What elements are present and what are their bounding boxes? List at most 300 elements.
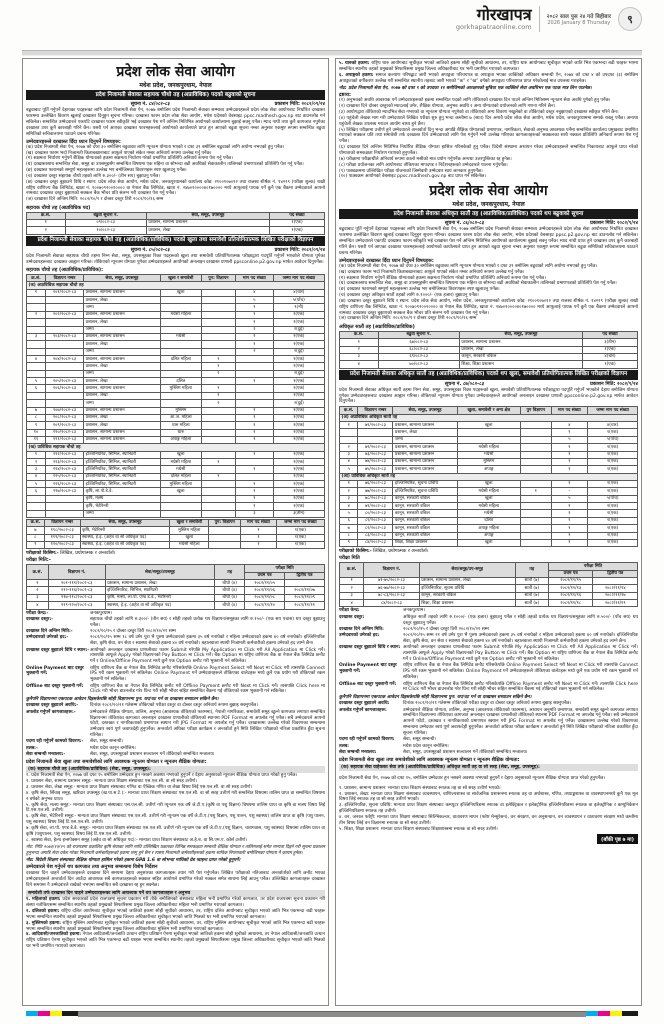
exam-type-value: लिखित, प्रयोगात्मक र अन्तर्वार्ता। xyxy=(373,549,429,555)
list-item: (८) परीक्षा प्रयोजनका लागि आयोगबाट तोकिएका मापदण्ड र निर्देशनहरूको उम्मेदवारले पालना गर्नुपर्नेछ। xyxy=(339,162,508,168)
table-cell xyxy=(520,458,551,465)
info-text: अधिकृत सातौं तहको लागि रु.१०००/- (एक हजार) बुझाउनु पर्नेछ र सोही तहको प्रत्येक थप विज्ञापन/समूहका लागि रु.५००/- (पाँच सय) थप दस्तुर बुझाउनु पर्नेछ। xyxy=(403,614,638,626)
table-cell: १(एक) xyxy=(588,539,638,546)
table-cell: कानून, सरकारी वकिल xyxy=(419,592,515,599)
info-text: सेवा, समूह सम्बन्धी। xyxy=(90,739,124,745)
info-label: दरखास्त दिने अन्तिम मिति:- xyxy=(26,629,73,635)
table-cell xyxy=(201,311,235,318)
list-item: (ख) दरखास्त फारम भर्दा निजामती किताबखानाबाट आफूले पाएको संकेत नम्बर अनिवार्य रूपमा उल्लेख गर्नु पर्नेछ। xyxy=(26,150,212,156)
table-cell: ११७-११८/२०८२-८३ xyxy=(48,594,105,601)
table-cell: ४ xyxy=(340,600,364,607)
notice-number: सूचना नं. ८५/०८२-८३ xyxy=(130,247,170,253)
table-cell: प्रशासन, सामान्य प्रशासन xyxy=(84,356,161,363)
table-cell: सातौं (७) xyxy=(515,585,548,592)
table-cell: प्रशासन, सामान्य प्रशासन xyxy=(84,429,161,436)
notice-open-assistant-4th xyxy=(26,236,325,950)
table-row xyxy=(340,495,638,502)
qualification-heading: प्रदेश निजामती सेवा खुला तथा समावेशीको लागि आवश्यक न्यूनतम योग्यता र न्यूनतम शैक्षिक योग्यता: xyxy=(339,757,520,764)
table-cell xyxy=(201,422,235,429)
table-cell: खुला xyxy=(457,495,520,502)
table-cell xyxy=(27,348,46,355)
table-cell: ३(तीन) xyxy=(273,510,324,517)
table-cell xyxy=(27,304,46,311)
info-text: आयोगको अनलाइन दरखास्त प्रणालीबाट फारम Submit गरेपछि My Application मा Click गरी All Application मा Click गर्ने। त्यसपछि आफूले Apply गरेको विज्ञापनको Pay Button मा Click गर्ने। बैंक Option मा राष्ट्रिय वाणिज्य बैंक वा नेपाल बैंक लिमिटेड छनौट गर्ने र Online/Offline Payment मध्ये कुनै एक Option छनौट गरी भुक्तानी गर्न सकिनेछ। xyxy=(90,647,325,665)
list-item: (३) आयोगद्वारा तोकिएको म्यादभित्र सेवा नभएको वा न्यूनतम योग्यता नपुगेको वा तोकिएको अन्य विवरण नखुलेको वा तोकिएको दस्तुर नबुझाएको दरखास्त स्वीकृत गरिने छैन। xyxy=(339,110,619,116)
table-cell: ८ xyxy=(340,532,358,539)
table-row xyxy=(340,600,638,607)
table-row xyxy=(27,385,325,392)
column-header: प्रथम पत्र xyxy=(245,572,285,579)
commission-title: प्रदेश लोक सेवा आयोग xyxy=(429,183,548,200)
list-item: (छ) दरखास्त दस्तुर बुझाउने विधि र स्थान: प्रदेश लोक सेवा आयोग, मधेश प्रदेश, जनकपुरधामको कार्यालय कोड: २१००१०७०१२ तथा राजस्व शीर्षक नं. १४२२९ (परीक्षा शुल्क) राखी राष्ट्रिय वाणिज्य बैंक लिमिटेड, खाता नं. १००७०९२००१०००० वा नेपाल बैंक लिमिटेड, खाता नं. २४७०१००००४०१७०००० मध्ये आफूलाई पायक पर्ने कुनै एक बैंकमा उम्मेदवारले आफ्नो नामबाट दरखास्त दस्तुर बुझाएको सक्कल बैंक भौचर प्रति संलग्न गरी दरखास्त पेश गर्नु पर्नेछ। xyxy=(339,298,638,316)
table-cell: १०१/२०८२-८३ xyxy=(45,289,83,296)
table-row xyxy=(340,585,638,592)
table-cell xyxy=(201,304,235,311)
table-cell: ९ xyxy=(235,304,273,311)
table-cell: थारु महिला xyxy=(160,422,201,429)
table-cell xyxy=(235,385,273,392)
table-cell xyxy=(201,436,235,443)
brand-name: गोरखापत्र xyxy=(476,4,532,24)
table-cell: १(एक) xyxy=(588,532,638,539)
table-cell xyxy=(160,304,201,311)
table-cell: १ xyxy=(27,289,46,296)
table-cell: २०८२/११/०९ xyxy=(285,594,325,601)
table-cell: १(एक) xyxy=(588,429,638,436)
table-row xyxy=(27,392,325,399)
table-title: सहायक चौथो तह (अप्राविधिक पद) xyxy=(26,204,91,211)
table-row xyxy=(340,422,638,429)
publish-date: प्रकाशन मिति: २०८२/०९/२४ xyxy=(274,101,325,107)
table-cell: ८३/२०८२-८३ xyxy=(358,532,393,539)
table-cell: १(एक) xyxy=(583,346,638,353)
table-cell: १(एक) xyxy=(273,466,324,473)
table-cell: ७७/२०८२-८३ xyxy=(358,488,393,495)
info-row xyxy=(339,633,638,645)
table-cell: १०७/२०८२-८३ xyxy=(45,407,83,414)
table-cell: १ xyxy=(340,577,364,584)
table-cell: कृषि, मत्स्य xyxy=(84,495,161,502)
list-item: (क) प्रदेश निजामती सेवा ऐन, २०७७ को दफा ३० बमोजिम बढुवाका लागि न्यूनतम योग्यता भएको र दफा ३९ बमोजिम बढुवाको लागि अयोग्य नभएको हुनु पर्नेछ। xyxy=(26,144,285,150)
table-cell: २ xyxy=(27,587,49,594)
table-cell xyxy=(45,510,83,517)
table-row xyxy=(340,458,638,465)
table-cell xyxy=(45,503,83,510)
table-cell: ७४/२०८२-८३ xyxy=(358,458,393,465)
table-cell xyxy=(160,319,201,326)
table-cell: १ xyxy=(551,503,588,510)
info-row xyxy=(26,684,325,696)
table-cell: ५ xyxy=(551,436,588,443)
table-cell: प्रशासन, सामान्य प्रशासन xyxy=(393,422,457,429)
table-cell xyxy=(160,503,201,510)
table-row xyxy=(27,436,325,443)
table-cell: १(एक) xyxy=(588,517,638,524)
table-cell: २ xyxy=(235,326,273,333)
table-cell: २ xyxy=(27,311,46,318)
list-item: (१) अनुभवको अवधि आवश्यक पर्ने उम्मेदवारहरूको हकमा सम्बन्धित पदको लागि तोकिएको दरखास्त दिन पाउने अन्तिम मितिसम्म न्यूनतम सेवा अवधि पुगेको हुनु पर्नेछ। xyxy=(339,98,611,104)
table-cell xyxy=(201,495,235,502)
table-cell xyxy=(45,370,83,377)
table-cell: ५ xyxy=(235,297,273,304)
table-cell xyxy=(201,348,235,355)
column-header: पद संख्या xyxy=(270,212,325,219)
table-cell xyxy=(27,363,46,370)
table-cell: ४ xyxy=(27,356,46,363)
table-cell: ७६-७७/२०८२-८३ xyxy=(364,585,420,592)
table-cell xyxy=(201,466,235,473)
table-cell: प्रशासन, सामान्य प्रशासन xyxy=(84,311,161,318)
table-row xyxy=(340,429,638,436)
info-text: २०८२/१०/१५ र दोब्बर दस्तुर तिरी २०८२/१०/२१ सम्म xyxy=(403,626,489,632)
table-cell xyxy=(27,400,46,407)
table-cell: कानून, सरकारी वकिल xyxy=(393,510,457,517)
info-text: सेवा, समूह सम्बन्धी। xyxy=(403,737,437,743)
table-cell: १ xyxy=(235,436,273,443)
table-cell xyxy=(160,348,201,355)
table-cell: १०५/२०८२-८३ xyxy=(45,378,83,385)
black-mark xyxy=(622,1011,638,1016)
table-row xyxy=(27,466,325,473)
table-cell: प्रशासन, लेखा xyxy=(84,363,161,370)
table-cell: २०८२/११/०७ xyxy=(285,587,325,594)
table-row xyxy=(27,297,325,304)
info-text: दिनांक २०८२/१०/२१ गतेसम्म तोकिएको परीक्षा दस्तुर वा दोब्बर दस्तुर अनिवार्य रूपमा बुझाइ सक्नुपर्नेछ। xyxy=(403,701,572,707)
table-cell: ३ xyxy=(340,353,379,360)
table-cell xyxy=(235,363,273,370)
table-cell: ७८/२०८२-८३ xyxy=(358,495,393,502)
table-cell: १०२/२०८२-८३ xyxy=(45,311,83,318)
notice-meta xyxy=(26,101,325,107)
table-cell: दलित महिला xyxy=(160,356,201,363)
table-cell: १ xyxy=(235,481,273,488)
list-item: (ख) दरखास्त फारम भर्दा निजामती किताबखानाबाट आफूले पाएको संकेत नम्बर अनिवार्य रूपमा उल्लेख गर्नु पर्नेछ। xyxy=(339,269,525,275)
table-cell: इञ्जिनियरिङ, सूचना प्रविधि xyxy=(393,480,457,487)
table-cell: ४ xyxy=(340,458,358,465)
table-cell: ५(पाँच) xyxy=(273,297,324,304)
table-cell: ४(चार) xyxy=(583,353,638,360)
qualification-subheading: (क) सहायक सेवा वाहेकका सेवा तर्फ (अप्राविधिक/प्राविधिक) अधिकृत सातौं तह वा सो सरह (सेवा, समूह, उपसमूह): xyxy=(339,764,638,771)
list-item: (घ) दरखास्तसाथ सम्बन्धित सेवा, समूह वा उपसमूहसँग सम्बन्धित विषयमा एक महिना वा सोभन्दा बढी अवधिको सेवाकालीन तालिमको प्रमाणपत्रको प्रतिलिपि पेश गर्नु पर्नेछ। xyxy=(339,281,617,287)
item-label: ६. अपाङ्गको हकमा: xyxy=(339,72,374,78)
table-cell xyxy=(27,503,46,510)
qualification-heading: प्रदेश निजामती सेवा खुला तथा समावेशीको लागि आवश्यक न्यूनतम योग्यता र न्यूनतम शैक्षिक योग्यता: xyxy=(26,759,207,766)
table-cell: २०८२/११/०५ xyxy=(245,580,285,587)
table-row xyxy=(27,407,325,414)
notice-body: प्रदेश निजामती सेवाका अधिकृत सातौं तहमा निम्न सेवा, समूह, उपसमूहका रिक्त पदहरूको खुला, समावेशी प्रतियोगितात्मक परीक्षाद्वारा पदपूर्ति गर्नुपर्ने भएकोले देहाय बमोजिम योग्यता पुगेका उम्मेदवारहरूबाट दरखास्त आह्वान गरिन्छ। तोकिएको न्यूनतम योग्यता पुगेका उम्मेदवारहरूले आयोगको अनलाइन दरखास्त प्रणाली ppsconline.p2.gov.np मार्फत आवेदन दिनुपर्नेछ। xyxy=(339,387,638,405)
table-cell: २०८२/११/०६ xyxy=(245,587,285,594)
inclusive-docs-list xyxy=(26,897,325,950)
table-cell: १(एक) xyxy=(273,451,324,458)
table-cell: प्रशासन, लेखा xyxy=(84,319,161,326)
list-item: (च) दरखास्त दस्तुर सहायक चौथो तहको लागि रु.३००/- (तीन सय) बुझाउनु पर्नेछ। xyxy=(26,173,160,179)
column-header: खुला र समावेशी xyxy=(160,275,201,282)
table-cell: प्रशासन, लेखा xyxy=(84,392,161,399)
table-cell xyxy=(201,407,235,414)
info-label: दरखास्त दस्तुर बुझाउने विधि र स्थान:- xyxy=(26,647,90,653)
table-cell: १ xyxy=(235,488,273,495)
table-cell: प्रशासन, लेखा xyxy=(393,429,457,436)
notice-promotion-officer-7th xyxy=(339,181,638,368)
footnote: नोट: मिति २०७२/१२/२९ को राजपत्रमा प्रकाशित कृषि सेवाका लागि माथि उल्लिखित प्रकारका विभिन्न समकक्षता सम्बन्धी शैक्षिक योग्यता र तालिमलाई समेत मान्यता दिइने गरी सूचना प्रकाशन हुनुभन्दा अगाडि सेवा प्रवेश गरेका निजामती कर्मचारीहरूको हकमा लागू हुने छैन र त्यस्ता निजामती कर्मचारीहरूको हकमा साविक नियमावली बमोजिमका योग्यता नै कायम हुनेछ। xyxy=(26,845,325,857)
table-cell: १(एक) xyxy=(273,429,324,436)
table-cell: १(एक) xyxy=(273,436,324,443)
table-row xyxy=(340,480,638,487)
table-cell xyxy=(235,459,273,466)
header-row xyxy=(340,563,638,570)
table-title: सहायक चौथो तह (अप्राविधिक/प्राविधिक): xyxy=(26,267,104,274)
table-cell: प्रशासन, सामान्य प्रशासन xyxy=(84,385,161,392)
column-header: क्र.सं. xyxy=(27,519,45,526)
table-cell xyxy=(201,429,235,436)
list-item: (६) दरखास्त दिने अन्तिम मितिभित्र निर्धारित शैक्षिक योग्यता हासिल गरिसकेको हुनु पर्नेछ। विदेशी संस्थामा अध्ययन गरेका उम्मेदवारहरूले सम्बन्धित निकायबाट आफूले प्राप्त गरेको योग्यताको समकक्षता निर्धारण गराएको हुनुपर्नेछ। xyxy=(339,145,638,156)
list-item: ७. कृषि सेवा, ला.पो. एण्ड डे.डे. समूह:- मान्यता प्राप्त शिक्षण संस्थाबाट एस.एल.सी. उत्तीर्ण गरी न्यूनतम एक वर्षे जे.टी.ए.(पशु विज्ञान, चारागवास, पशु स्वास्थ्य) विषयमा तालिम प्राप्त वा कृषि (पशुपालन, पशु स्वास्थ्य) विषय लिई टि.एस.एल.सी. उत्तीर्ण। xyxy=(26,826,325,837)
table-cell: १०६/२०८२-८३ xyxy=(45,385,83,392)
table-cell: ६ xyxy=(27,385,46,392)
black-mark xyxy=(62,1011,78,1016)
table-row xyxy=(340,361,638,368)
table-cell: आ.ज. महिला xyxy=(160,414,201,421)
points-heading: उम्मेदवारहरूले दरखास्त दिँदा ध्यान दिनुपर्ने विषयहरू: xyxy=(339,257,434,264)
table-cell xyxy=(201,326,235,333)
table-cell: १(एक) xyxy=(588,503,638,510)
table-cell: शिक्षा, शिक्षा प्रशासन xyxy=(393,539,457,546)
table-cell: १(एक) xyxy=(588,466,638,473)
table-cell xyxy=(45,304,83,311)
info-label: पदमा रही गर्नुपर्ने कामको विवरण:- xyxy=(26,739,84,745)
table-row xyxy=(340,436,638,443)
table-cell: कानून, सरकारी वकिल xyxy=(393,495,457,502)
info-text: राष्ट्रिय वाणिज्य बैंक वा नेपाल बैंक लिमिटेड छनौट गरिसकेपछि Offline Payment छनौट गरी Next मा Click गर्ने। त्यसपछि Click here मा Click गरी भौचर डाउनलोड गरेर प्रिन्ट गरी सोही भौचर सहित सम्बन्धित बैंकमा गई तोकिएको रकम भुक्तानी गर्न सकिनेछ। xyxy=(403,681,638,693)
table-cell: प्रशासन, सामान्य प्रशासन xyxy=(84,436,161,443)
table-cell: कानून, सरकारी वकिल xyxy=(393,503,457,510)
list-item: ४. वन, जनरल फरेष्ट्री: मान्यता प्राप्त शिक्षण संस्थाबाट सिल्भिकल्चर, वातावरण मापन (फरेष्ट मेन्सुरेसन), वन संरक्षण, वन अनुसन्धान, वन व्यवस्थापन र वातावरण संरक्षण मध्ये कम्तीमा तीन विषय लिई वन विज्ञानमा स्नातक वा सो सरह उत्तीर्ण। xyxy=(339,815,638,826)
table-cell: ११ xyxy=(27,436,46,443)
table-cell: १०३/२०८२-८३ xyxy=(45,333,83,340)
table-cell: प्रशासन, सामान्य प्रशासन xyxy=(459,339,582,346)
table-row xyxy=(27,304,325,311)
table-row xyxy=(27,333,325,340)
points-heading: उम्मेदवारहरूले दरखास्त दिँदा ध्यान दिनुपर्ने विषयहरू: xyxy=(26,138,121,145)
column-header: विज्ञापन नं. xyxy=(364,563,420,578)
info-label: अपलोड गर्नुपर्ने कागजातहरू:- xyxy=(26,709,76,715)
table-cell: २(दुई) xyxy=(273,348,324,355)
table-cell: ४ xyxy=(27,602,49,609)
yellow-mark xyxy=(50,1011,62,1016)
table-cell xyxy=(201,333,235,340)
table-cell: ४ xyxy=(340,503,358,510)
list-item: (छ) दरखास्त दस्तुर बुझाउने विधि र स्थान: प्रदेश लोक सेवा आयोग, मधेश प्रदेश, जनकपुरधामको कार्यालय कोड: २१००१०७०१२ तथा राजस्व शीर्षक नं. १४२२९ (परीक्षा शुल्क) राखी राष्ट्रिय वाणिज्य बैंक लिमिटेड, खाता नं. १००७०९२००१०००० वा नेपाल बैंक लिमिटेड, खाता नं. २४७०१००००४०१७०००० मध्ये आफूलाई पायक पर्ने कुनै एक बैंकमा उम्मेदवारले आफ्नो नामबाट दरखास्त दस्तुर बुझाएको सक्कल बैंक भौचर प्रति संलग्न गरी दरखास्त पेश गर्नु पर्नेछ। xyxy=(26,179,325,197)
press-registration-bar xyxy=(0,1011,664,1016)
list-item: ५. शिक्षा, शिक्षा प्रशासन: मान्यता प्राप्त शिक्षण संस्थाबाट शिक्षाशास्त्रमा स्नातक वा सो सरह उत्तीर्ण। xyxy=(339,826,498,832)
notice-bar-title: प्रदेश निजामती सेवाका अधिकृत सातौं तह (अप्राविधिक/प्राविधिक) पदको थप बढुवाको सूचना xyxy=(339,209,638,219)
table-cell: ३ xyxy=(27,333,46,340)
exam-type-line xyxy=(339,548,638,554)
table-cell: १ xyxy=(235,495,273,502)
list-item: २. प्रशासन सेवा, सामान्य प्रशासन समूह:- मान्यता प्राप्त शिक्षण संस्थाबाट एस.एल.सी. वा सो सरह उत्तीर्ण। xyxy=(26,779,197,785)
table-cell: ८ xyxy=(27,534,45,541)
table-cell xyxy=(160,297,201,304)
table-cell xyxy=(160,495,201,502)
table-cell xyxy=(160,510,201,517)
info-label: परीक्षा केन्द्र: xyxy=(339,608,360,614)
table-cell xyxy=(201,414,235,421)
list-item xyxy=(26,897,325,909)
table-cell: ७९/२०८२-८३ xyxy=(358,503,393,510)
table-row xyxy=(27,282,325,289)
table-row xyxy=(27,289,325,296)
commission-address: मधेश प्रदेश, जनकपुरधाम, नेपाल xyxy=(452,201,525,209)
info-row xyxy=(339,627,638,633)
info-label: पदमा रही गर्नुपर्ने कामको विवरण: xyxy=(339,737,395,743)
table-row xyxy=(27,356,325,363)
publish-date: प्रकाशन मिति: २०८२/९/२४ xyxy=(590,221,638,227)
info-rows xyxy=(26,703,325,758)
info-text: उम्मेदवारले शैक्षिक योग्यता, तालिम, अनुभव (आवश्यक तोकिएको फारममा), नेपाली नागरिकता, समावेशी समूह खुल्ने कागजात लगायत सम्बन्धित विज्ञापनमा तोकिएका कागजात अनलाइन दरखास्त प्रणालीको तोकिएको स्थानमा PDF Format मा अपलोड गर्नु पर्नेछ। सबै उम्मेदवारले आफ्नो फोटो, दस्तखत र नागरिकताको प्रमाणपत्र स्क्यान गरी JPG Format मा अपलोड गर्नु पर्नेछ। दरखास्तमा उल्लेख गरेको विवरणका सम्बन्धमा उम्मेदवार स्वयं पूर्ण जवाफदेही हुनुपर्नेछ। अन्तर्वार्ता अघिका परीक्षा कार्यक्रम र अन्तर्वार्ता हुने मिति लिखित परीक्षाको नतिजा प्रकाशित हुँदा सूचना गरिनेछ। xyxy=(90,709,325,739)
table-row xyxy=(27,580,325,587)
table-cell: इञ्जिनियरिङ, सिभिल, स्यानिटरी xyxy=(84,473,161,480)
table-cell: १(एक) xyxy=(273,407,324,414)
masthead-divider xyxy=(539,6,540,32)
table-cell xyxy=(201,510,235,517)
vacancy-table-continued xyxy=(26,519,325,549)
table-cell: कृषि, भेटेरिनरी xyxy=(80,527,170,534)
info-label: उम्मेदवारको उमेरको हद:- xyxy=(26,635,69,641)
table-cell xyxy=(520,466,551,473)
qualification-intro: प्रदेश निजामती सेवा ऐन, २०७७ को दफा १५, बमोजिम उम्मेदवार हुन नसक्ने अवस्था नभएको हुनुपर्ने र देहाय अनुसारको न्यूनतम शैक्षिक योग्यता प्राप्त गरेको हुनुपर्नेछ। xyxy=(339,776,605,782)
qualification-subheading: (क) सहायक चौथो तह (अप्राविधिक/प्राविधिक) (सेवा, समूह, उपसमूह): xyxy=(26,766,325,773)
list-item: ३. इञ्जिनियरिङ, सूचना प्रविधि: मान्यता प्राप्त शिक्षण संस्थाबाट कम्प्युटर इञ्जिनियरिङमा स्नातक वा इलेक्ट्रिकल र इलेक्ट्रोनिक इञ्जिनियरिङमा स्नातक वा इलेक्ट्रोनिक र कम्युनिकेशन इञ्जिनियरिङमा स्नातक तह उत्तीर्ण। xyxy=(339,803,638,815)
table-cell: १०४/२०८२-८३ xyxy=(45,356,83,363)
table-cell: १ xyxy=(235,466,273,473)
table-cell: ४ xyxy=(235,289,273,296)
table-cell: १ xyxy=(235,503,273,510)
table-cell: जम्मा xyxy=(84,510,161,517)
page-number-badge: ९ xyxy=(618,7,642,31)
info-label: Online Payment बाट दस्तुर भुक्तानी गर्ने: xyxy=(26,665,84,677)
table-row xyxy=(27,587,325,594)
table-cell: कानून, सरकारी वकिल xyxy=(459,353,582,360)
column-header: द्वितीय पत्र xyxy=(285,572,325,579)
notice-open-officer-7th xyxy=(339,370,638,843)
table-cell xyxy=(160,326,201,333)
table-cell: १(एक) xyxy=(273,319,324,326)
table-cell: १(एक) xyxy=(273,495,324,502)
info-rows xyxy=(26,611,325,696)
table-cell xyxy=(358,436,393,443)
table-row xyxy=(340,473,638,480)
info-label: Offline बाट दस्तुर भुक्तानी गर्ने: xyxy=(26,683,84,689)
table-cell: प्रशासन, सामान्य प्रशासन xyxy=(393,451,457,458)
info-text: सहायक चौथो तहको लागि रु.३००/- (तीन सय) र सोही तहको प्रत्येक थप विज्ञापन/समूहका लागि रु.१५०/- (एक सय पचास) थप दस्तुर बुझाउनु पर्नेछ। xyxy=(90,616,325,628)
table-row xyxy=(27,495,325,502)
table-cell: इञ्जिनियरिङ, सिभिल, स्यानिटरी xyxy=(105,587,214,594)
item-text: राष्ट्रिय दलित आयोगबाट सूचीकृत भएको जातिको हकमा सोही सूचीको आधारमा, तर, राष्ट्रिय दलित आयोगबाट सूचीकृत भएको जाति भित्र एकभन्दा बढी थरहरू भएमा सम्बन्धित स्थानीय तहको प्रमुखको सिफारिसमा प्रमुख जिल्ला अधिकारीबाट सूचीकृत भएको जाति भित्रको थर भनी प्रमाणित गराएको कागजात। xyxy=(26,909,326,920)
table-cell: जम्मा xyxy=(84,400,161,407)
notice-number: सूचना नं. ८४/०८२-८३ xyxy=(130,101,170,107)
table-cell: २०८२/११/११ xyxy=(285,602,325,609)
special-directive-heading: उम्मेदवारले पेश गर्नुपर्ने थप कागजात तथा अनुभव सम्बन्धमा विशेष निर्देशन xyxy=(26,864,158,871)
table-cell: ३ xyxy=(340,451,358,458)
table-cell: ८४/२०८२-८३ xyxy=(358,539,393,546)
table-cell: १ xyxy=(201,392,235,399)
column-header: सेवा/समूह/उप-समूह xyxy=(419,563,515,578)
table-cell: जम्मा xyxy=(84,304,161,311)
exam-date-label: परीक्षा मिति xyxy=(339,555,360,562)
table-cell: १ xyxy=(551,517,588,524)
table-cell: (अ) अप्राविधिक अधिकृत सातौं तह xyxy=(340,414,638,421)
table-cell: २ xyxy=(201,370,235,377)
column-header: परीक्षा मिति xyxy=(548,563,637,570)
item-label: ४. आदिवासी/जनजातिको हकमा: xyxy=(26,932,82,938)
table-cell: ७२/२०८२-८३ xyxy=(358,444,393,451)
table-cell xyxy=(520,451,551,458)
info-label: Offline बाट दस्तुर भुक्तानी गर्ने: xyxy=(339,681,397,687)
table-cell: १ xyxy=(235,319,273,326)
cyan-mark xyxy=(26,1011,38,1016)
table-cell: दलित महिला xyxy=(160,473,201,480)
reservation-note: नोट: प्रदेश निजामती सेवा ऐन, २०७७ को दफा ९ को उपदफा ११ बमोजिमको आरक्षणको सुविधा एक व्यक्तिले सेवा अवधिभर एक पटक मात्र लिन पाउनेछ। xyxy=(339,86,592,92)
table-cell xyxy=(340,436,358,443)
table-row xyxy=(340,525,638,532)
table-cell: ११४/२०८२-८३ xyxy=(45,466,83,473)
list-item: (२) दरखास्त दिने दोब्बर दस्तुरको म्यादलाई उमेर, शैक्षिक योग्यता, अनुभव अवधि र अन्य योग्यताको प्रयोजनको लागि गणना गरिने छैन। xyxy=(339,104,556,110)
table-cell: १ xyxy=(235,422,273,429)
table-row xyxy=(340,451,638,458)
table-cell: ११८/२०८२-८३ xyxy=(44,527,80,534)
table-cell: १ xyxy=(551,525,588,532)
column-header: क्र.सं. xyxy=(27,212,66,219)
table-cell: मुस्लिम महिला xyxy=(160,481,201,488)
table-row xyxy=(340,510,638,517)
table-cell: अपाङ्ग महिला xyxy=(160,436,201,443)
table-cell: ११२/२०८२-८३ xyxy=(45,451,83,458)
table-row xyxy=(340,414,638,421)
table-cell: ९ xyxy=(27,541,45,548)
table-cell: ४(चार) xyxy=(588,422,638,429)
table-cell: ३ xyxy=(235,510,273,517)
table-cell: १(एक) xyxy=(273,459,324,466)
list-item: (ज) दरखास्त दिने अन्तिम मिति: २०८२/१०/९ र दोब्बर दस्तुर तिरी २०८२/१०/१६ सम्म xyxy=(339,316,477,322)
table-cell: मधेसी महिला xyxy=(160,311,201,318)
column-header: क्र.सं. xyxy=(27,565,49,580)
table-cell: १ xyxy=(27,580,49,587)
info-row xyxy=(26,635,325,647)
header-row xyxy=(27,519,325,526)
commission-title: प्रदेश लोक सेवा आयोग xyxy=(116,64,235,80)
table-cell: प्रशासन, लेखा xyxy=(146,227,269,234)
table-row xyxy=(340,532,638,539)
item-text: राष्ट्रिय मुस्लिम आयोगबाट सूचीकृत भएको जातिको हकमा सोही सूचीको आधारमा, तर, राष्ट्रिय मुस्लिम आयोगबाट सूचीकृत भएको जाति भित्र एकभन्दा बढी थरहरू भएमा सम्बन्धित स्थानीय तहको प्रमुखको सिफारिसमा प्रमुख जिल्ला अधिकारीबाट मुस्लिम भनी प्रमाणित गराएको कागजात। xyxy=(26,920,326,932)
info-row xyxy=(339,744,638,750)
table-cell: ५ xyxy=(340,510,358,517)
table-cell: शिक्षा, शिक्षा प्रशासन xyxy=(419,600,515,607)
notice-number: सूचना नं. ८७/०८२-८३ xyxy=(444,381,485,387)
table-cell xyxy=(201,319,235,326)
table-cell: १ xyxy=(241,534,276,541)
table-cell: २०८२/११/१७ xyxy=(593,592,638,599)
table-cell xyxy=(340,429,358,436)
points-list xyxy=(339,264,638,322)
table-cell xyxy=(160,341,201,348)
table-cell: २०८२/११/०८ xyxy=(245,594,285,601)
date-english: 2026 January 8 Thursday xyxy=(547,20,611,26)
table-cell xyxy=(45,348,83,355)
header-row xyxy=(27,212,325,219)
table-cell: ११९/२०८२-८३ xyxy=(44,534,80,541)
table-cell: (ख) प्राविधिक सहायक चौथो तह xyxy=(27,444,325,451)
table-cell xyxy=(520,539,551,546)
